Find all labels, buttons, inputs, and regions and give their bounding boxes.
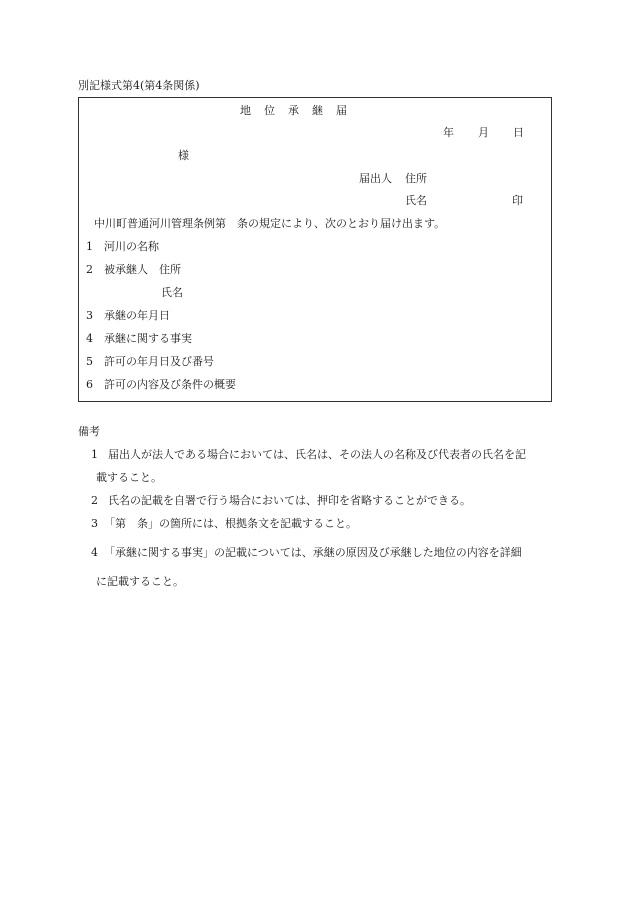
item-text: 承継に関する事実	[104, 332, 192, 345]
note-text: 届出人が法人である場合においては、氏名は、その法人の名称及び代表者の氏名を記	[108, 448, 526, 461]
item-number: 4	[86, 332, 93, 345]
notifier-address-label: 住所	[405, 172, 427, 185]
date-year-label: 年	[443, 126, 454, 139]
date-day-label: 日	[513, 126, 524, 139]
form-label: 別記様式第4(第4条関係)	[78, 79, 200, 92]
item-text: 許可の年月日及び番号	[104, 355, 214, 368]
seal-label: 印	[512, 194, 523, 207]
note-number: 1	[91, 448, 98, 461]
notes-heading: 備考	[78, 425, 100, 438]
date-month-label: 月	[478, 126, 489, 139]
item-text: 氏名	[161, 286, 183, 299]
note-text: 「承継に関する事実」の記載については、承継の原因及び承継した地位の内容を詳細	[104, 546, 522, 559]
note-text: 載すること。	[96, 471, 162, 484]
item-text: 河川の名称	[104, 240, 159, 253]
statement-text: 中川町普通河川管理条例第 条の規定により、次のとおり届け出ます。	[94, 217, 446, 230]
note-number: 4	[91, 546, 98, 559]
item-number: 3	[86, 309, 93, 322]
item-text: 被承継人 住所	[104, 263, 181, 276]
note-text: 「第 条」の箇所には、根拠条文を記載すること。	[104, 517, 357, 530]
note-number: 2	[91, 494, 98, 507]
notifier-name-label: 氏名	[405, 194, 427, 207]
note-text: に記載すること。	[96, 575, 184, 588]
item-text: 承継の年月日	[104, 309, 170, 322]
item-number: 2	[86, 263, 93, 276]
form-title: 地 位 承 継 届	[240, 104, 348, 117]
note-text: 氏名の記載を自署で行う場合においては、押印を省略することができる。	[108, 494, 471, 507]
item-number: 1	[86, 240, 93, 253]
item-text: 許可の内容及び条件の概要	[104, 378, 236, 391]
notifier-label: 届出人	[359, 172, 392, 185]
note-number: 3	[91, 517, 98, 530]
item-number: 6	[86, 378, 93, 391]
addressee-suffix: 様	[178, 149, 189, 162]
item-number: 5	[86, 355, 93, 368]
